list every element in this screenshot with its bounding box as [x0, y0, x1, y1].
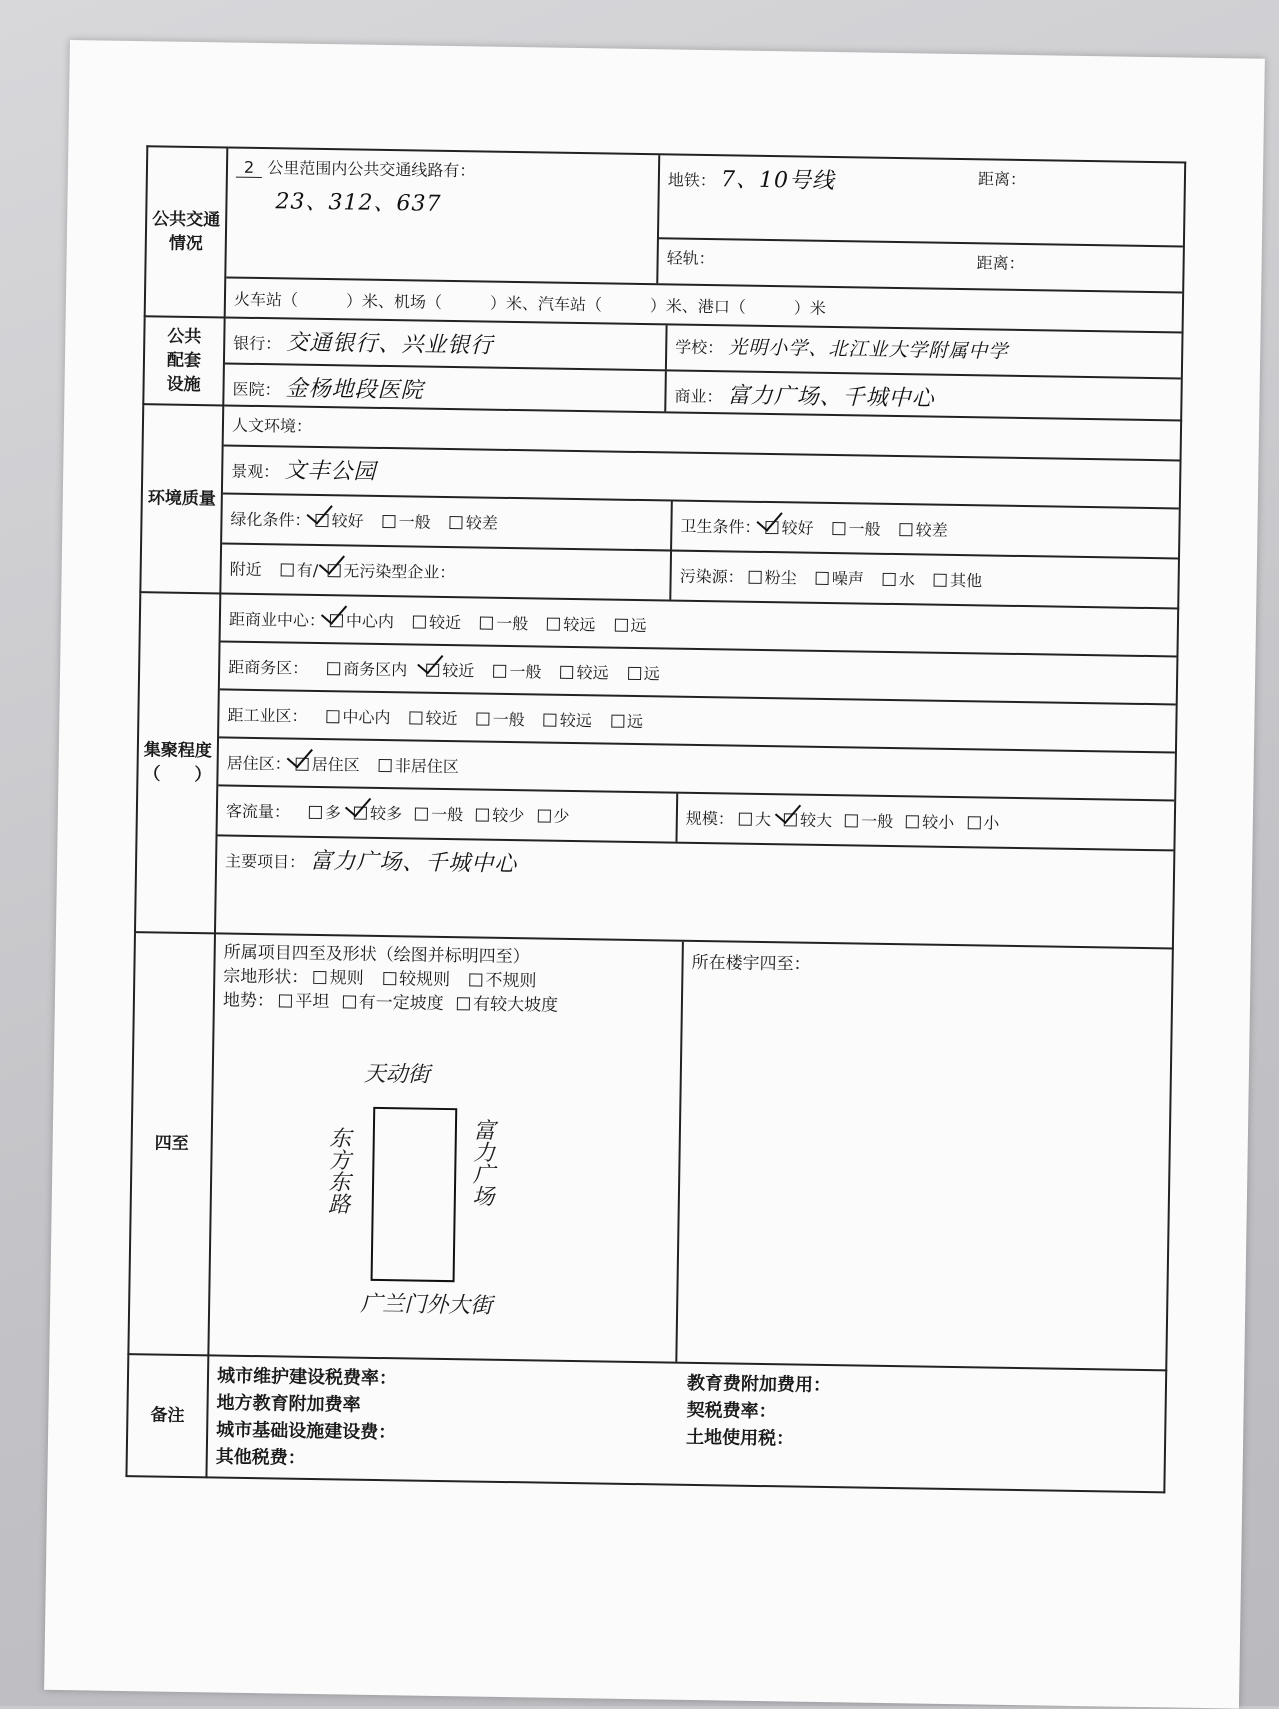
business-center-option-far[interactable]: 较远: [547, 612, 595, 636]
terrain-option-flat[interactable]: 平坦: [279, 989, 329, 1014]
sanitation-option-good[interactable]: 较好: [765, 515, 813, 539]
bank-value[interactable]: 交通银行、兴业银行: [286, 330, 494, 359]
pollution-option-water[interactable]: 水: [883, 567, 915, 591]
remark-education-surcharge: 教育费附加费用：: [686, 1372, 832, 1397]
stations-text: 火车站（ ）米、机场（ ）米、汽车站（ ）米、港口（ ）米: [233, 289, 827, 318]
landscape-label: 景观：: [231, 461, 280, 482]
building-boundary-area[interactable]: [675, 942, 1172, 1370]
south-boundary-label: 广兰门外大街: [359, 1291, 493, 1319]
greening-option-poor[interactable]: 较差: [450, 510, 498, 534]
sanitation-option-average[interactable]: 一般: [832, 516, 880, 540]
traffic-option-many[interactable]: 多: [309, 800, 341, 824]
subway-distance-label: 距离：: [977, 169, 1027, 190]
scale-option-large[interactable]: 大: [739, 807, 771, 831]
facilities-section: [143, 316, 1182, 420]
facilities-category: 公共配套设施: [143, 316, 224, 405]
boundaries-category: 四至: [128, 932, 215, 1355]
environment-section: [140, 404, 1181, 608]
bus-lines-value[interactable]: 23、312、637: [275, 189, 442, 217]
business-center-option-average[interactable]: 一般: [480, 611, 528, 635]
industrial-option-average[interactable]: 一般: [477, 706, 525, 730]
agglomeration-category: 集聚程度: [143, 740, 213, 762]
radius-label: 公里范围内公共交通线路有：: [267, 158, 476, 181]
radius-value[interactable]: 2: [236, 158, 262, 178]
school-label: 学校：: [675, 337, 724, 358]
traffic-option-less[interactable]: 较少: [476, 802, 524, 826]
traffic-label: 客流量：: [225, 801, 291, 822]
remarks-section: [126, 1354, 1166, 1492]
pollution-option-dust[interactable]: 粉尘: [749, 565, 797, 589]
remark-infrastructure-fee: 城市基础设施建设费：: [216, 1419, 397, 1444]
commerce-label: 商业：: [674, 386, 723, 407]
industrial-option-near[interactable]: 较近: [409, 705, 457, 729]
subway-label: 地铁：: [667, 170, 717, 191]
commercial-option-very-far[interactable]: 远: [628, 661, 660, 685]
sanitation-label: 卫生条件：: [680, 516, 761, 537]
transit-section: [145, 146, 1186, 332]
commercial-label: 距商务区：: [228, 657, 309, 678]
business-center-option-inside[interactable]: 中心内: [330, 608, 394, 632]
humanities-label: 人文环境：: [231, 415, 313, 436]
traffic-option-few[interactable]: 少: [537, 803, 569, 827]
business-center-option-very-far[interactable]: 远: [614, 613, 646, 637]
west-boundary-label: 东方东路: [324, 1126, 351, 1215]
commercial-option-far[interactable]: 较远: [560, 660, 608, 684]
industrial-option-inside[interactable]: 中心内: [326, 704, 390, 728]
building-boundary-label: 所在楼宇四至：: [691, 952, 811, 975]
hospital-value[interactable]: 金杨地段医院: [285, 376, 424, 404]
transit-category: 公共交通情况: [145, 146, 228, 317]
terrain-option-steep[interactable]: 有较大坡度: [457, 992, 558, 1018]
shape-option-irregular[interactable]: 不规则: [469, 968, 536, 993]
subway-value[interactable]: 7、10号线: [720, 167, 836, 195]
residential-option-no[interactable]: 非居住区: [379, 753, 459, 777]
nearby-option-no[interactable]: 无污染型企业：: [327, 558, 455, 583]
business-center-label: 距商业中心：: [228, 609, 326, 631]
remarks-category: 备注: [126, 1354, 208, 1477]
commercial-option-near[interactable]: 较近: [426, 658, 474, 682]
business-center-option-near[interactable]: 较近: [413, 609, 461, 633]
project-boundary-label: 所属项目四至及形状（绘图并标明四至）: [223, 942, 530, 968]
environment-category: 环境质量: [140, 404, 223, 593]
north-boundary-label: 天动街: [363, 1061, 430, 1088]
school-value[interactable]: 光明小学、北江业大学附属中学: [728, 336, 1009, 363]
agglomeration-section: [135, 592, 1178, 948]
shape-option-fairly-regular[interactable]: 较规则: [383, 967, 450, 992]
paper-sheet: [44, 40, 1265, 1709]
remark-local-education-rate: 地方教育附加费率: [216, 1392, 361, 1416]
scale-option-larger[interactable]: 较大: [784, 807, 832, 831]
industrial-option-far[interactable]: 较远: [544, 708, 592, 732]
light-rail-label: 轻轨：: [666, 248, 715, 269]
traffic-option-more[interactable]: 较多: [354, 801, 402, 825]
light-rail-distance-label: 距离：: [976, 253, 1025, 274]
form-table: [125, 145, 1186, 1493]
shape-option-regular[interactable]: 规则: [314, 966, 364, 991]
pollution-label: 污染源：: [679, 566, 744, 587]
boundaries-section: [128, 932, 1173, 1370]
industrial-label: 距工业区：: [227, 705, 308, 726]
greening-option-average[interactable]: 一般: [383, 509, 431, 533]
pollution-option-other[interactable]: 其他: [934, 568, 982, 592]
main-projects-value[interactable]: 富力广场、千城中心: [310, 848, 518, 878]
remark-deed-tax-rate: 契税费率：: [686, 1399, 777, 1423]
greening-label: 绿化条件：: [230, 509, 311, 530]
commercial-option-inside[interactable]: 商务区内: [327, 656, 407, 680]
nearby-option-yes[interactable]: 有/: [281, 557, 319, 581]
terrain-option-slope[interactable]: 有一定坡度: [343, 990, 444, 1016]
residential-option-yes[interactable]: 居住区: [296, 752, 360, 776]
plot-outline: [371, 1107, 458, 1282]
main-projects-label: 主要项目：: [224, 851, 306, 872]
traffic-option-average[interactable]: 一般: [415, 802, 463, 826]
industrial-option-very-far[interactable]: 远: [611, 709, 643, 733]
nearby-label: 附近: [229, 559, 262, 580]
remark-city-maintenance-tax: 城市维护建设税费率：: [216, 1365, 398, 1390]
landscape-value[interactable]: 文丰公园: [284, 458, 377, 485]
commerce-value[interactable]: 富力广场、千城中心: [727, 383, 935, 412]
scale-option-small[interactable]: 小: [967, 810, 999, 834]
scale-label: 规模：: [685, 808, 735, 829]
remark-other-taxes: 其他税费：: [215, 1446, 306, 1469]
survey-form: [125, 145, 1186, 1493]
shape-label: 宗地形状：: [223, 966, 309, 988]
commercial-option-average[interactable]: 一般: [493, 659, 541, 683]
scale-option-average[interactable]: 一般: [845, 808, 893, 832]
remark-land-use-tax: 土地使用税：: [685, 1426, 795, 1450]
east-boundary-label: 富力广场: [468, 1118, 496, 1207]
project-sketch-area[interactable]: [209, 934, 682, 1361]
hospital-label: 医院：: [232, 379, 281, 400]
agglomeration-paren: （ ）: [143, 764, 212, 786]
residential-label: 居住区：: [226, 753, 291, 774]
sanitation-option-poor[interactable]: 较差: [900, 517, 948, 541]
terrain-label: 地势：: [222, 990, 275, 1012]
pollution-option-noise[interactable]: 噪声: [816, 566, 864, 590]
bank-label: 银行：: [233, 333, 282, 354]
scale-option-smaller[interactable]: 较小: [906, 809, 954, 833]
greening-option-good[interactable]: 较好: [315, 508, 363, 532]
